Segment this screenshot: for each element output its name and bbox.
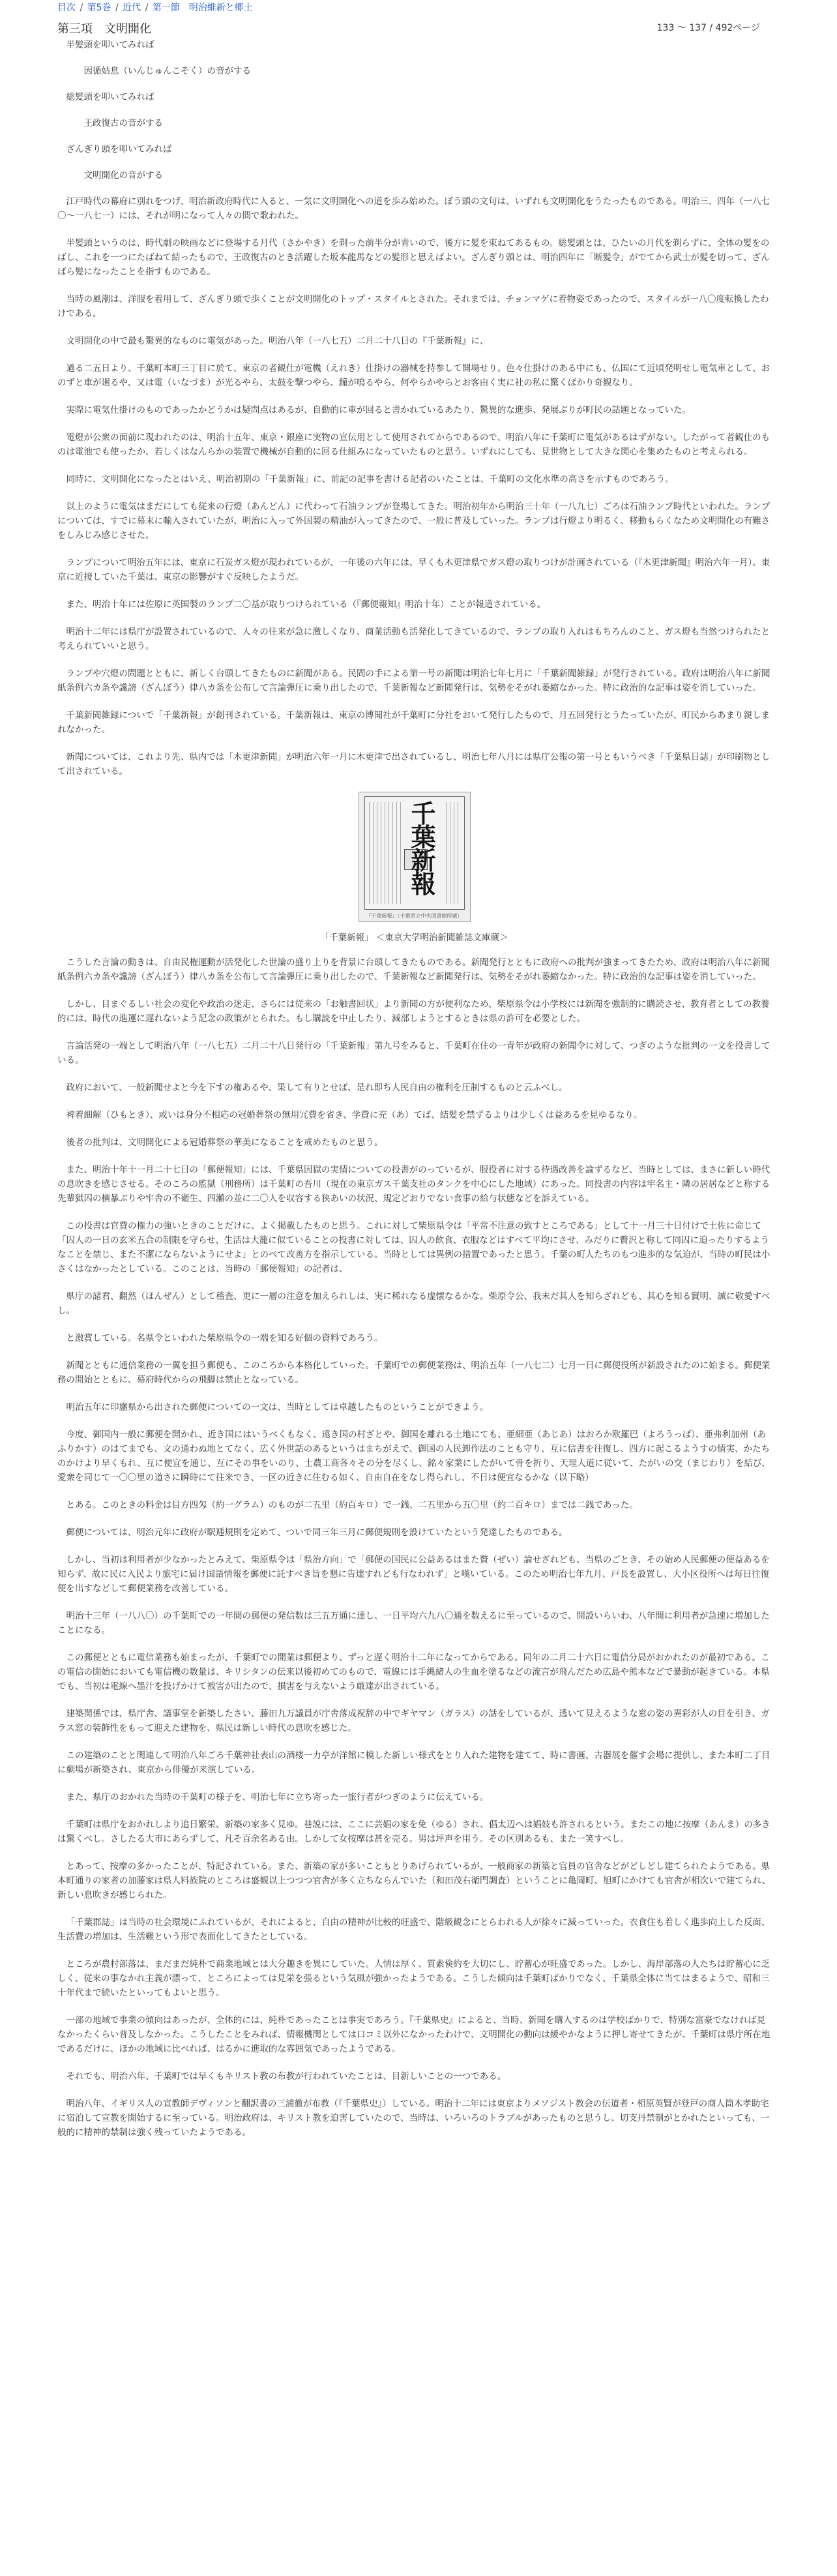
paragraph: 総髪頭を叩いてみれば <box>66 92 154 102</box>
paragraph: 「千葉郡誌」は当時の社会環境にふれているが、それによると、自由の精神が比較的旺盛で、階級観念にとらわれる人が徐々に減っていった。衣食住も着しく進歩向上した反面、生活費の増加は、生活難という形で表面化してきたとしている。 <box>57 1917 771 1942</box>
paragraph: 江戸時代の幕府に別れをつげ、明治新政府時代に入ると、一気に文明開化への道を歩み始めた。ぼう頭の文句は、いずれも文明開化をうたったものである。明治三、四年（一八七〇～一八七一）には、それが明になって人々の間で歌われた。 <box>57 196 770 221</box>
paragraph: 当時の風潮は、洋服を着用して、ざんぎり頭で歩くことが文明開化のトップ・スタイルとされた。それまでは、チョンマゲに着物姿であったので、スタイルが一八〇度転換したわけである。 <box>57 294 769 319</box>
paragraph: 明治十二年には県庁が設置されているので、人々の往来が急に激しくなり、商業活動も活発化してきているので、ランプの取り入れはもちろんのこと、ガス燈も当然つけられたと考えられていいと思う。 <box>57 627 770 651</box>
breadcrumb-link-volume[interactable]: 第5巻 <box>87 3 111 13</box>
paragraph: 言論活発の一端として明治八年（一八七五）二月二十八日発行の「千葉新報」第九号をみると、千葉町在住の一青年が政府の新聞令に対して、つぎのような批判の一文を投書している。 <box>57 1041 771 1066</box>
breadcrumb-separator: / <box>80 3 83 13</box>
paragraph: 郵便については、明治元年に政府が駅逓規則を定めて、ついで同三年三月に郵便規則を設けていたという発達したものである。 <box>66 1527 568 1538</box>
paragraph: 王政復古の音がする <box>83 118 163 128</box>
breadcrumb-link-contents[interactable]: 目次 <box>57 3 76 13</box>
paragraph: 半髪頭というのは、時代劇の映画などに登場する月代（さかやき）を剃った前半分が青いので、後方に髪を束ねてあるもの。総髪頭とは、ひたいの月代を剃らずに、全体の髪をのばし、これを一つにたばねて結ったもので、王政復古のとき活躍した坂本龍馬などの髪形と思えばよい。ざんぎり頭とは、明治四年に「断髪令」がでてから武士が髪を切って、ざんばら髪になったことを指すものである。 <box>57 238 770 277</box>
breadcrumb-separator: / <box>115 3 119 13</box>
paragraph: しかし、目まぐるしい社会の変化や政治の迷走、さらには従来の「お触書回状」より新聞の方が便利なため、柴原県令は小学校には新聞を強制的に購読させ、教育者としての教養的には、時代の進運に遅れないよう記念の政策がとられた。もし購読を中止したり、減部しようとするときは県の許可を必要とした。 <box>57 999 770 1024</box>
paragraph: 県庁の諸君、翻然（ほんぜん）として稽査、更に一層の注意を加えられしは、実に稀れなる虚懐なるかな。柴原令公、我未だ其人を知らざれども、其心を知る賢明、誠に敬愛すべし。 <box>57 1291 771 1316</box>
paragraph: ランプについて明治五年には、東京に石炭ガス燈が現われているが、一年後の六年には、早くも木更津県でガス燈の取りつけが計画されている（『木更津新聞』明治六年一月）。東京に近接していた千葉は、東京の影響がすぐ反映したようだ。 <box>57 558 771 582</box>
paragraph: 新聞については、これより先、県内では「木更津新聞」が明治六年一月に木更津で出されているし、明治七年八月には県庁公報の第一号ともいうべき「千葉県日誌」が印刷物として出されている。 <box>57 752 771 777</box>
paragraph: 裨着細解（ひもとき）、或いは身分不相応の冠婚葬祭の無用冗費を省き、学費に充（あ）てば、結髪を禁ずるよりは少しくは益あるを見ゆるなり。 <box>66 1110 643 1120</box>
figure-caption: 「千葉新報」 ＜東京大学明治新聞雑誌文庫蔵＞ <box>320 933 508 943</box>
paragraph: しかし、当初は利用者が少なかったとみえて、柴原県令は「県治方向」で「郵便の国民に公益あるはまた贅（ぜい）論せざれども、当県のごとき、その始め人民郵便の便益あるを知らず、故に民に入民より旅宅に届け国語情報を郵便に託すべき旨を懇に告達すれども行なわれず」と嘆いている。このため明治七年九月、戸長を設置し、大小区役所へは毎日往復便を出すなどして郵便業務を改善している。 <box>57 1555 770 1594</box>
paragraph: また、明治十年十一月二十七日の「郵便報知」には、千葉県因獄の実情についての投書がのっているが、服役者に対する待遇改善を論ずるなど、当時としては、まさに新しい時代の息吹きを感じさせる。そのころの監獄（刑務所）は千葉町の吾川（現在の東京ガス千葉支社のタンクを中心にした地域）にあった。同投書の内容は牢名主・隣の居居などと称する先輩獄囚の横暴ぶりや牢舎の不衛生、四瀬の並に二〇人を収容する狭あいの状況、規定どおりでない食事の給与状態などを訴えている。 <box>57 1165 771 1204</box>
paragraph: 新聞とともに通信業務の一翼を担う郵便も、このころから本格化していった。千葉町での郵便業務は、明治五年（一八七二）七月一日に郵便役所が新設されたのに始まる。郵便業務の開始とともに、幕府時代からの飛脚は禁止となっている。 <box>57 1360 771 1385</box>
photo-caption: 『千葉新報』（千葉県立中央図書館所蔵） <box>366 913 463 919</box>
breadcrumb-link-era[interactable]: 近代 <box>123 3 141 13</box>
paragraph: とあって、按摩の多かったことが、特記されている。また、新築の家が多いこともとりあげられているが、一般商家の新築と官員の官舎などがどしどし建てられたようである。県本町通りの家者の加藤家は県人料族院のところは盛観以上つつつ官舎が多く立ちならんでいた（和田茂右衛門調査）ということに亀岡町、旭町にかけても官舎が相次いで建てられ、新しい息吹きが感じられた。 <box>57 1861 771 1900</box>
paragraph: この投書は官費の権力の強いときのことだけに、よく掲載したものと思う。これに対して柴原県令は「平常不注意の致すところである」として十一月三十日付けで土佐に命じて「囚人の一日の玄米五合の制限を守らせ、生活は大籠に似ていることの投書に対しては、囚人の飲食、衣服などはすべて平均にさせ、みだりに贅沢と称して同囚に迫ったりするようなことを禁じ、また不潔にならないようにせよ」とのべて改善方を指示している。当時としては異例の措置であったと思う。千葉の町人たちのもつ進歩的な気迫が、当時の町民は小さくはなかったとしている。このことは、当時の「郵便報知」の記者は、 <box>57 1221 771 1274</box>
paragraph: 電燈が公衆の面前に現われたのは、明治十五年、東京・銀座に実物の宣伝用として使用されてからであるので、明治八年に千葉町に電気があるはずがない。したがって者観仕のものは電池でも使ったか、若しくはなんらかの装置で機械が自動的に回る仕組みになっていたものと思う。いずれにしても、見世物として大きな関心を集めたものと考えられる。 <box>57 432 771 457</box>
newspaper-figure <box>57 792 771 945</box>
title-row <box>0 20 837 38</box>
page-range: 133 ～ 137 / 492ページ <box>656 23 760 33</box>
paragraph: 千葉町は県庁をおかれしより追日繁栄、新築の家多く見ゆ。巷説には、ここに芸娼の家を免（ゆる）され、倡太辺へは娼妓も許されるという。またこの地に按摩（あんま）の多きは驚くべし。さしたる大市にあらずして、凡そ百余名ある由。しかして女按摩は甚を売る。男は坪声を用う。その区別あるも、また一笑すべし。 <box>57 1820 771 1844</box>
breadcrumb <box>0 0 837 16</box>
paragraph: この郵便とともに電信業務も始まったが、千葉町での開業は郵便より、ずっと遅く明治十二年になってからである。同年の二月二十六日に電信分局がおかれたのが最初である。この電信の開始においても電信機の数量は、キリシタンの伝来以後初めてのもので、電線には手縄緒人の生血を塗るなどの流言が飛んだため広島や熊本などで暴動が起きている。本県でも、当初は電線へ墨汁を投げかけて被害が出たので、損害を与えないよう厳達が出されている。 <box>57 1653 770 1692</box>
paragraph: 政府において、一般新聞せよと今を下すの権あるや、果して有りとせば、是れ即ち人民自由の権利を圧制するものと云ふべし。 <box>66 1083 568 1093</box>
paragraph: とある。このときの料金は目方四匁（約一グラム）のものが二五里（約百キロ）で一銭、二五里から五〇里（約二百キロ）までは二銭であった。 <box>66 1500 638 1510</box>
text-columns <box>446 802 460 904</box>
breadcrumb-link-section[interactable]: 第一節 明治維新と郷土 <box>152 3 253 13</box>
paragraph: こうした言論の動きは、自由民権運動が活発化した世論の盛り上りを背景に台頭してきたものである。新聞発行とともに政府への批判が強まってきたため、政府は明治八年に新聞紙条例六カ条や讒謗（ざんぼう）律八カ条を公布して言論弾圧に乗り出したので、千葉新報など新聞発行は、気勢をそがれ萎縮なかった。特に政治的な記事は姿を消していった。 <box>57 957 770 982</box>
paragraph: と激賞している。名県令といわれた柴原県令の一端を知る好個の資料であろう。 <box>66 1333 383 1343</box>
paragraph: 実際に電気仕掛けのものであったかどうかは疑問点はあるが、自動的に車が回ると書かれているあたり、驚異的な進歩、発展ぶりが町民の話題となっていた。 <box>66 405 691 415</box>
paragraph: 明治十三年（一八八〇）の千葉町での一年間の郵便の発信数は三五万通に達し、一日平均六九八〇通を数えるに至っているので、開設いらいわ、八年間に利用者が急速に増加したことになる。 <box>57 1611 770 1636</box>
newspaper-page <box>364 796 465 910</box>
paragraph: 半髪頭を叩いてみれば <box>66 40 154 50</box>
article-body <box>57 38 771 2140</box>
paragraph: 今度、御国内一般に郵便を開かれ、近き国にはいうべくもなく、遠き国の村ざとや、御国を離れる土地にても、亜細亜（あじあ）はおろか欧羅巴（よろうっぱ）、亜弗利加州（あふりかす）のはてまでも、文の通わぬ地とてなく、広く外世話のあるというはまちがえで、御国の人民卸作法のことも守り、互に信書を往復し、四方に起こるようすの情実、かたちのかけより早くもれ、互に便宜を通じ、互にその事をいのり、士農工商各々その分を尽くし、銘々家業にしたがいて骨を折り、天理人道に従いて、たがいの交（まじわり）を結び、愛衆を同じて一〇〇里の道さに瞬時にて往来でき、一区の近きに住むる如く、自由自在をなし得られし、不日は便宜なるかな（以下略） <box>57 1430 771 1483</box>
paragraph: 建築関係では、県庁舎、議事堂を新築したさい、藤田九万議員が庁舎落成祝辞の中でギヤマン（ガラス）の話をしているが、透いて見えるような窓の姿の異彩が人の目を引き、ガラス窓の装飾性をもって迎えた建物を、県民は新しい時代の息吹を感じた。 <box>57 1709 770 1733</box>
paragraph: 以上のように電気はまだにしても従来の行燈（あんどん）に代わって石油ランプが登場してきた。明治初年から明治三十年（一八九七）ごろは石油ランプ時代といわれた。ランプについては、すでに幕末に輸入されていたが、明治に入って外国製の精油が入ってきたので、一般に普及していった。ランプは行燈より明るく、移動もらくなため文明開化の有難さをしみじみ感じさせた。 <box>57 502 771 541</box>
paragraph: 同時に、文明開化になったとはいえ、明治初期の「千葉新報」に、前記の記事を書ける記者のいたことは、千葉町の文化水準の高さを示すものであろう。 <box>66 474 674 485</box>
paragraph: また、明治十年には佐原に英国製のランプ二〇基が取りつけられている（『郵便報知』明治十年）ことが報道されている。 <box>66 599 546 610</box>
breadcrumb-separator: / <box>145 3 149 13</box>
page-title: 第三項 文明開化 <box>57 22 151 36</box>
paragraph: ところが農村部落は、まだまだ純朴で商業地域とは大分趣きを異にしていた。人情は厚く、質素倹約を大切にし、貯蓄心が旺盛であった。しかし、海岸部落の人たちは貯蓄心に乏しく、従来の事なかれ主義が漂って、ところによっては見栄を張るという気風が強かったようである。こうした傾向は千葉町ばかりでなく、千葉県全体に当てはまるようで、昭和三十年代まで続いたといってもよいと思う。 <box>57 1959 771 1998</box>
paragraph: ランプや穴燈の問題とともに、新しく台頭してきたものに新聞がある。民間の手による第一号の新聞は明治七年七月に「千葉新聞雑録」が発行されている。政府は明治八年に新聞紙条例六カ条や讒謗（ざんぼう）律八カ条を公布して言論弾圧に乗り出したので、千葉新報など新聞発行は、気勢をそがれ萎縮なかった。特に政治的な記事は姿を消していった。 <box>57 668 771 693</box>
paragraph: 因循姑息（いんじゅんこそく）の音がする <box>83 66 251 76</box>
paragraph: 文明開化の中で最も驚異的なものに電気があった。明治八年（一八七五）二月二十八日の『千葉新報』に、 <box>66 336 489 346</box>
text-columns <box>369 802 402 904</box>
newspaper-photo <box>359 792 471 922</box>
paragraph: また、県庁のおかれた当時の千葉町の様子を、明治七年に立ち寄った一旅行者がつぎのように伝えている。 <box>66 1792 489 1803</box>
paragraph: それでも、明治六年、千葉町では早くもキリスト教の布教が行われていたことは、目新しいことの一つである。 <box>66 2071 507 2082</box>
paragraph: 過る二五日より、千葉町本町三丁目に於て、東京の者観仕が電機（えれき）仕掛けの器械を持参して開場せり。色々仕掛けのある中にも、仏国にて近頃発明せし電気車として、おのずと車が廻るや、又は電（いなづま）が光るやら、太鼓を撃つやら、鐘が鳴るやら、何やらかやらとお客由く実に社の私に驚くばかり奇観なり。 <box>57 363 770 388</box>
paragraph: 明治五年に印旛県から出された郵便についての一文は、当時としては卓越したものということができよう。 <box>66 1402 489 1413</box>
paragraph: 千葉新聞雑録についで「千葉新報」が創刊されている。千葉新報は、東京の博聞社が千葉町に分社をおいて発行したもので、月五回発行とうたっていたが、町民からあまり親しまれなかった。 <box>57 710 770 735</box>
paragraph: 明治八年、イギリス人の宣教師デヴィソンと翻訳書の三浦徹が布教（『千葉県史』）している。明治十二年には東京よりメソジスト教会の伝道者・相原英賢が登戸の商人筒木孝助宅に宿泊して宣教を開始するに至っている。明治政府は、キリスト教を迫害していたので、当時は、いろいろのトラブルがあったものと思うし、切支丹禁制がとかれたといっても、一般的に精神的禁制は強く残っていたようである。 <box>57 2099 770 2138</box>
paragraph: ざんぎり頭を叩いてみれば <box>66 144 172 155</box>
paragraph: 後者の批判は、文明開化による冠婚葬祭の華美になることを戒めたものと思う。 <box>66 1137 383 1148</box>
paragraph: 一部の地域で事業の傾向はあったが、全体的には、純朴であったことは事実であろう。『千葉県史』によると、当時、新聞を購入するのは学校ばかりで、特別な富豪でなければ見なかったくらい普及しなかった。こうしたことをみれば、情報機関としては口コミ以外になかったわけで、文明開化の動向は緩やかなように押し寄せてきたが、千葉町は県庁所在地であるだけに、ほかの地域に比べれば、はるかに進取的な雰囲気であったようである。 <box>57 2015 771 2054</box>
paragraph: 文明開化の音がする <box>83 170 163 181</box>
newspaper-masthead: 千葉新報 <box>411 799 436 899</box>
paragraph: この建築のことと関連して明治八年ごろ千葉神社表山の酒楼一力亭が洋館に模した新しい様式をとり入れた建物を建てて、時に書画、古器展を催す会場に提供し、また本町二丁目に劇場が新築され、東京から俳優が来演している。 <box>57 1750 771 1775</box>
